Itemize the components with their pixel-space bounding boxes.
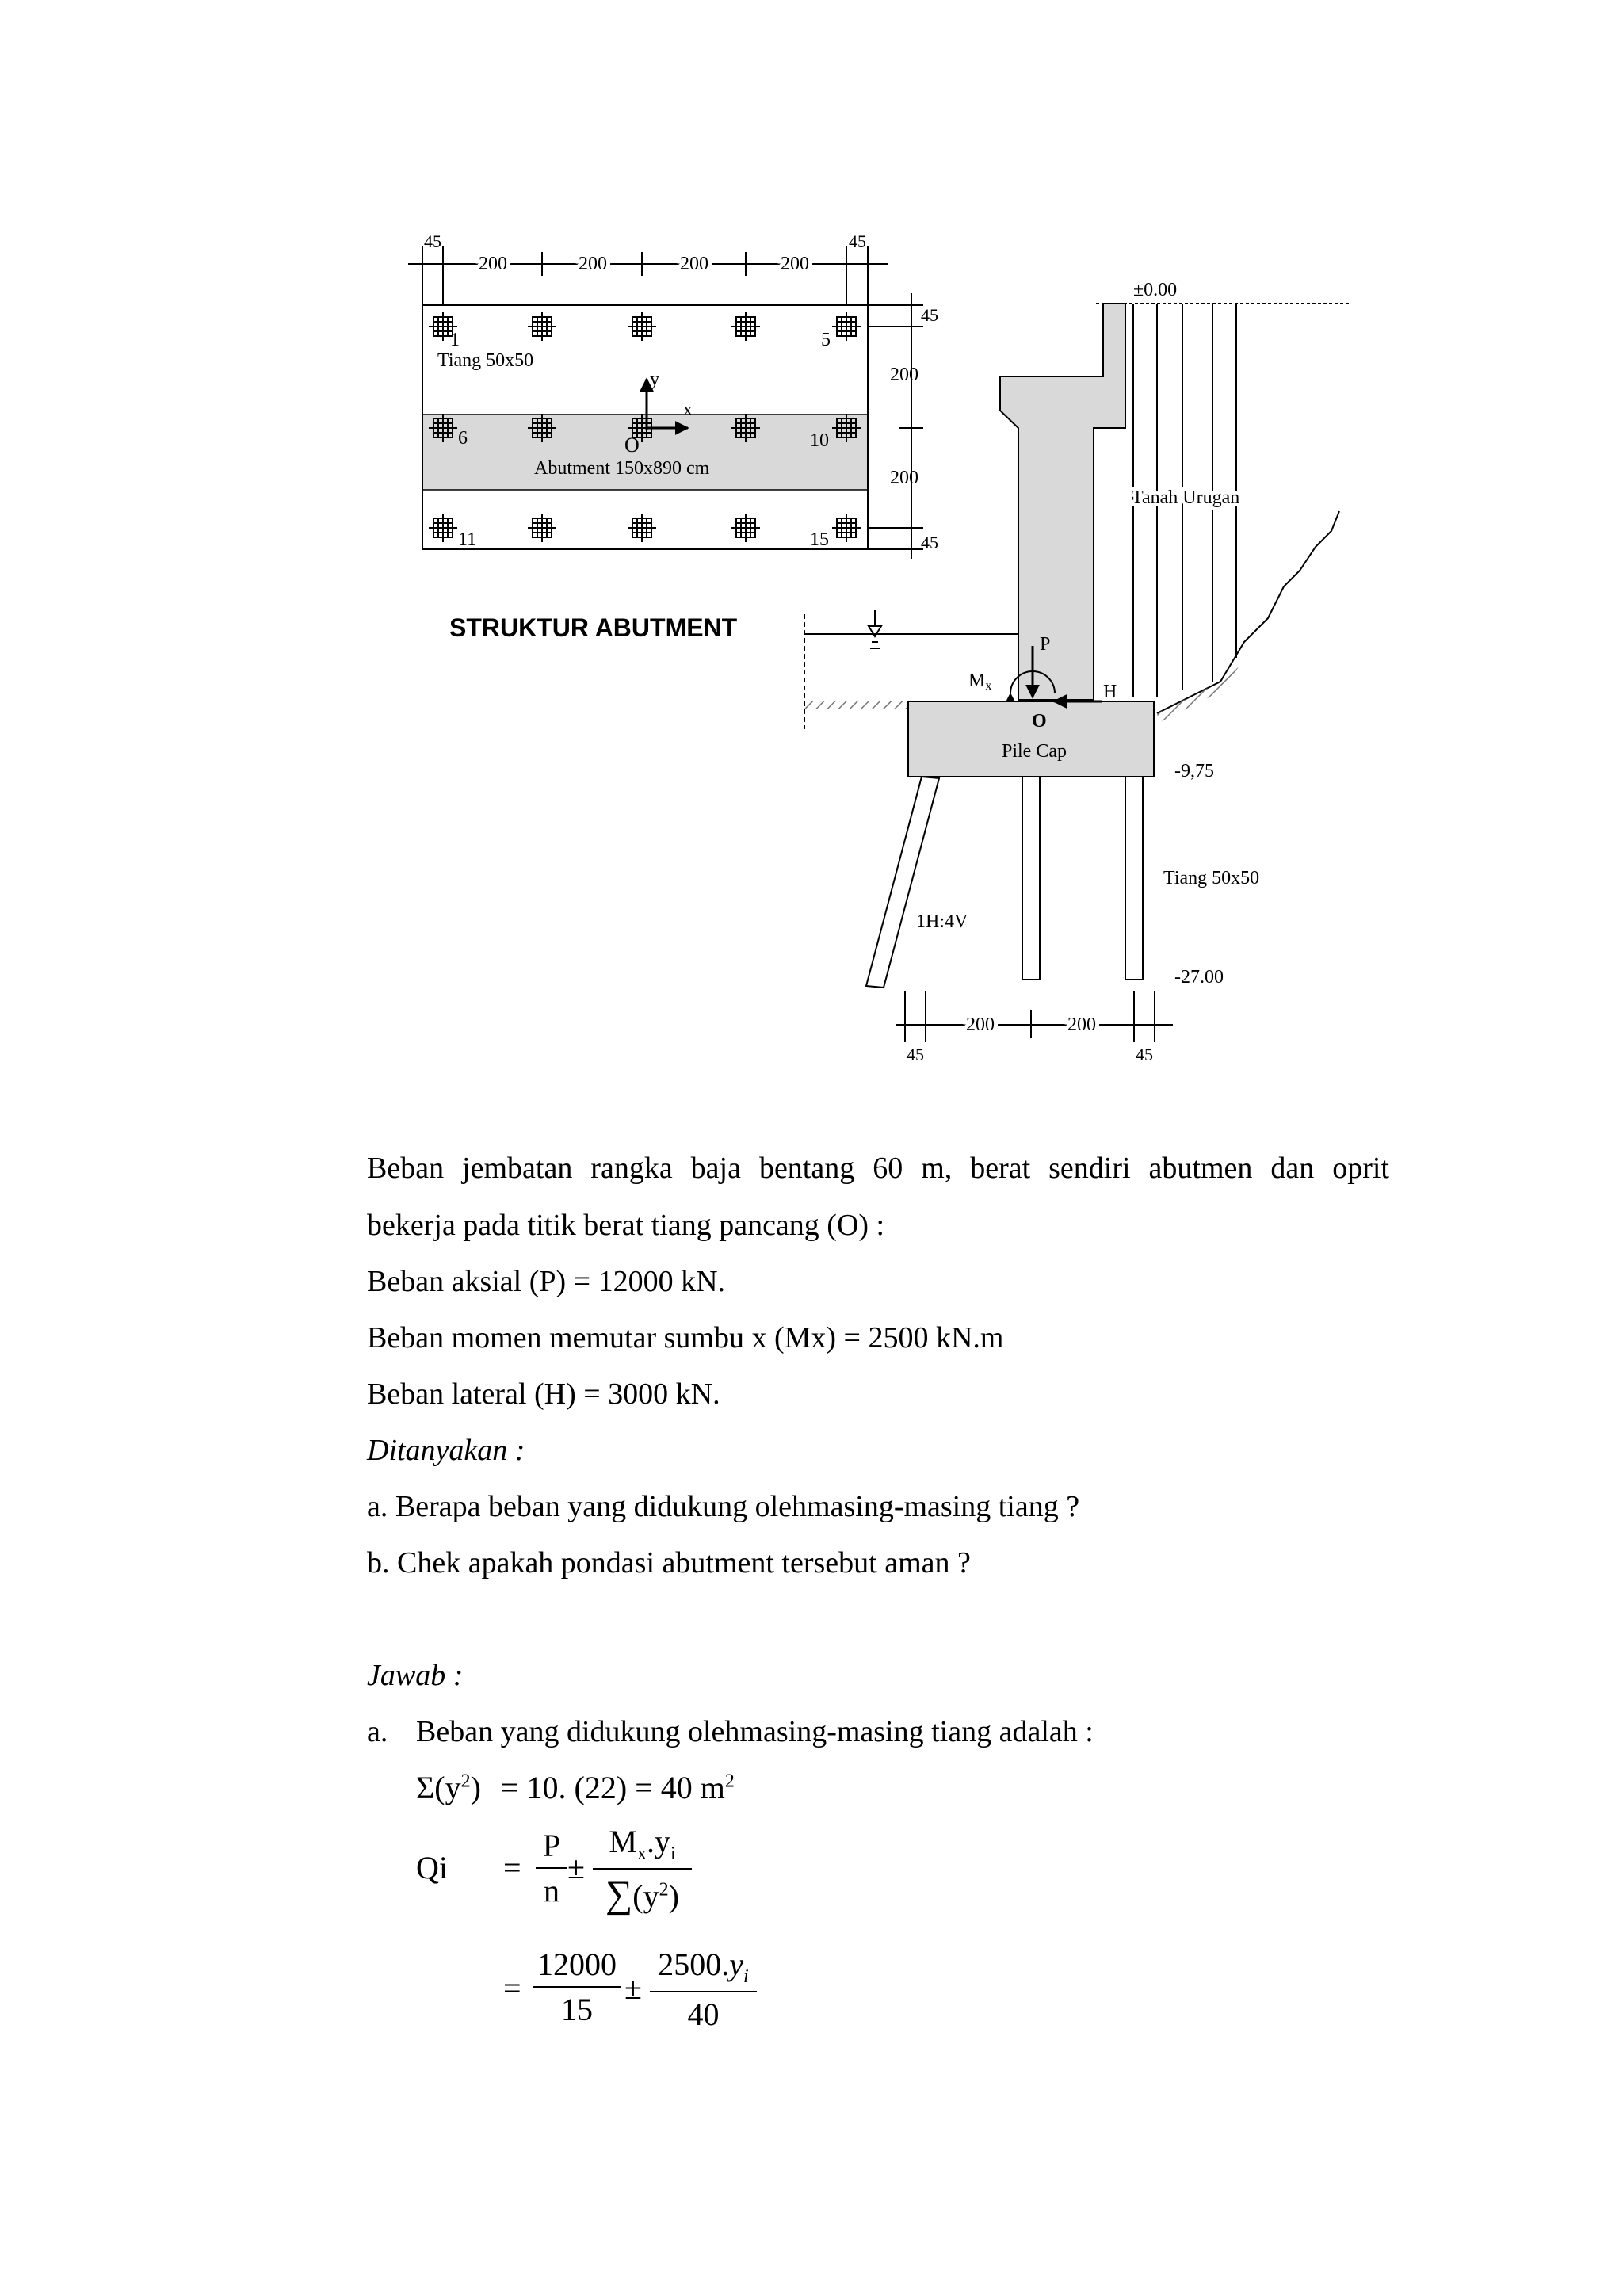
qi-equals: = [503,1850,521,1885]
dim-top-4: 200 [680,254,708,274]
paragraph-line-2: bekerja pada titik berat tiang pancang (O) : [367,1209,885,1242]
slope-hatch [1157,658,1244,723]
pile-number-10: 10 [810,430,829,451]
paragraph-line-1: Beban jembatan rangka baja bentang 60 m, berat sendiri abutmen dan oprit [367,1152,1389,1185]
answer-heading: Jawab : [367,1659,464,1692]
fraction-moment: $M_x.y_i$ $\sum(y^2)$ [593,1823,692,1916]
vertical-pile-1 [1022,777,1040,980]
load-moment: Beban momen memutar sumbu x (Mx) = 2500 kN.m [367,1321,1004,1354]
fraction-p-over-n: P n [536,1827,567,1909]
dim-side-3: 200 [890,468,918,488]
dim-top-5: 200 [781,254,809,274]
pile-number-15: 15 [810,529,829,550]
pile-marker [528,514,556,542]
pile-marker [832,312,861,341]
load-mx-label: Mx [968,670,992,693]
pile-marker [832,514,861,542]
cap-bottom-level: -9,75 [1174,761,1214,781]
answer-a-marker: a. [367,1715,388,1748]
dim-top-1: 45 [424,231,441,251]
edge-dim-right: 45 [1136,1045,1153,1064]
qi-equals-2: = [503,1970,521,2006]
section-view [804,280,1351,1064]
pile-marker [628,514,656,542]
question-a: a. Berapa beban yang didukung olehmasing-masing tiang ? [367,1490,1080,1523]
dim-side-2: 200 [890,365,918,385]
load-p-label: P [1040,634,1051,655]
figure-caption: STRUKTUR ABUTMENT [449,613,738,642]
dim-top-2: 200 [479,254,507,274]
pile-marker [731,514,760,542]
bottom-dim-1: 200 [966,1014,995,1035]
pile-number-1: 1 [450,330,460,350]
vertical-pile-2 [1125,777,1143,980]
plan-origin-label: O [624,434,640,457]
sum-y2-rhs: = 10. (22) = 40 $m^2$ [501,1770,735,1805]
fraction-2500yi-over-40: $2500.y_i$ 40 [650,1946,757,2033]
pile-tip-level: -27.00 [1174,967,1224,988]
pile-number-6: 6 [458,428,468,449]
plan-view [408,231,938,559]
pile-marker [429,514,457,542]
pile-marker [731,312,760,341]
axis-x-label: x [683,399,693,420]
plan-pile-label: Tiang 50x50 [437,350,534,371]
batter-label: 1H:4V [916,911,968,932]
pile-cap-section [908,701,1154,777]
dim-top-3: 200 [579,254,607,274]
backfill-label: Tanah Urugan [1132,487,1240,508]
pile-marker [832,414,861,442]
dim-top-6: 45 [849,231,866,251]
ground-hatch-left [804,701,907,709]
pile-number-5: 5 [821,330,831,350]
pile-marker [528,312,556,341]
answer-a-text: Beban yang didukung olehmasing-masing tiang adalah : [416,1715,1094,1748]
section-pile-label: Tiang 50x50 [1163,868,1260,888]
load-lateral: Beban lateral (H) = 3000 kN. [367,1377,720,1411]
pile-marker [731,414,760,442]
load-h-label: H [1103,682,1117,702]
load-axial: Beban aksial (P) = 12000 kN. [367,1265,726,1298]
abutment-figure [0,0,1623,1110]
asked-heading: Ditanyakan : [367,1434,525,1467]
axis-y-label: y [650,369,659,390]
sum-y2-lhs: $\Sigma(y^2)$ [416,1770,481,1805]
pile-marker [429,414,457,442]
qi-label: Qi [416,1850,448,1885]
section-origin-label: O [1032,711,1047,732]
slope-line [1157,511,1339,713]
dim-side-4: 45 [921,533,938,552]
abutment-body [1000,304,1125,700]
bottom-dim-2: 200 [1067,1014,1096,1035]
fraction-12000-over-15: 12000 15 [533,1946,621,2028]
pile-marker [528,414,556,442]
dim-side-1: 45 [921,305,938,325]
abutment-label: Abutment 150x890 cm [534,458,710,479]
edge-dim-left: 45 [907,1045,924,1064]
pile-cap-label: Pile Cap [1002,741,1067,762]
question-b: b. Chek apakah pondasi abutment tersebut aman ? [367,1546,971,1580]
batter-pile [866,777,939,988]
pile-marker [628,312,656,341]
pile-number-11: 11 [458,529,477,550]
plus-minus-2: ± [624,1970,642,2006]
plus-minus-1: ± [567,1850,585,1885]
top-level-label: ±0.00 [1133,280,1178,300]
